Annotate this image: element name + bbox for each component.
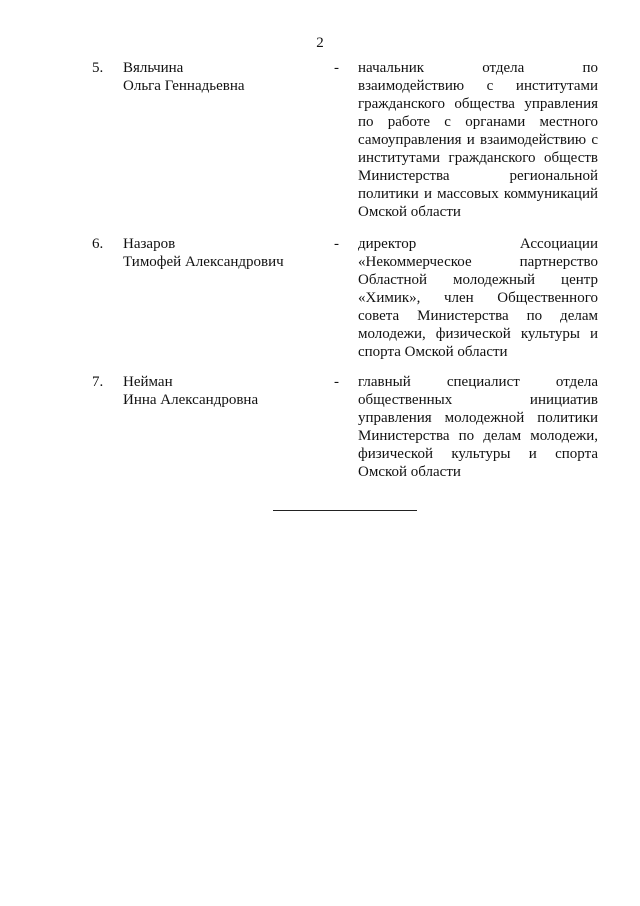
entry-dash: - (334, 60, 339, 76)
entry-given-name: Тимофей Александрович (123, 254, 284, 270)
entry-given-name: Инна Александровна (123, 392, 259, 408)
entry-dash: - (334, 374, 339, 390)
page-number: 2 (316, 35, 324, 51)
entry-name (123, 235, 323, 271)
entry-number: 6. (92, 236, 104, 252)
entry-number: 5. (92, 60, 104, 76)
entry-surname: Нейман (123, 374, 173, 390)
closing-divider (273, 510, 417, 511)
entry-position: главный специалист отдела общественных инициатив управления молодежной политики Министерства по делам молодежи, физической культуры и спорта Омской области (358, 374, 598, 480)
entry-dash: - (334, 236, 339, 252)
entry-surname: Вяльчина (123, 60, 184, 76)
entry-position: начальник отдела по взаимодействию с институтами гражданского общества управления по работе с органами местного самоуправления и взаимодействию с институтами гражданского обществ Министерства региональной политики и массовых коммуникаций Омской области (358, 60, 598, 220)
entry-name (123, 373, 323, 409)
entry-position: директор Ассоциации «Некоммерческое партнерство Областной молодежный центр «Химик», член Общественного совета Министерства по делам молодежи, физической культуры и спорта Омской области (358, 236, 598, 360)
entry-given-name: Ольга Геннадьевна (123, 78, 245, 94)
entry-number: 7. (92, 374, 104, 390)
entry-surname: Назаров (123, 236, 176, 252)
entry-name (123, 59, 323, 95)
